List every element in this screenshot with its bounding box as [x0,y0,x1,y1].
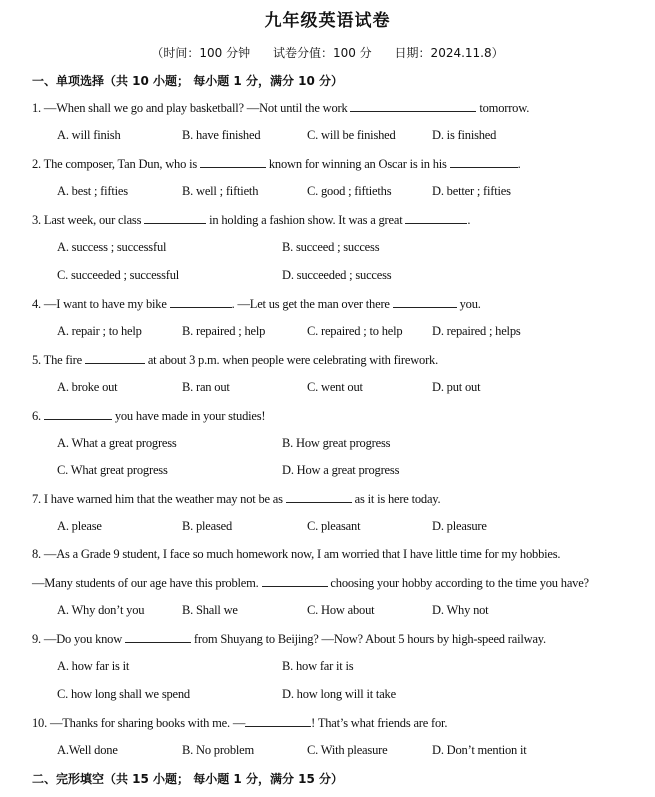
answer-blank [262,575,328,587]
question-10 [32,715,447,731]
question-text: . —Let us get the man over there [231,297,393,311]
option-b: B. succeed ; success [282,240,380,254]
question-text: at about 3 p.m. when people were celebrating with firework. [144,353,439,367]
question-text: —Many students of our age have this problem. [32,576,262,590]
question-text: 10. —Thanks for sharing books with me. — [32,716,246,730]
question-text: you have made in your studies! [111,409,266,423]
option-b: B. how far it is [282,659,354,673]
answer-blank [450,156,518,168]
option-c: C. good ; fiftieths [307,184,392,198]
option-b: B. No problem [182,743,255,757]
question-text: as it is here today. [351,492,441,506]
option-d: D. better ; fifties [432,184,511,198]
question-7 [32,491,440,507]
option-a: A. best ; fifties [57,184,128,198]
option-d: D. repaired ; helps [432,324,521,338]
option-a: A. will finish [57,128,121,142]
option-a: A. how far is it [57,659,130,673]
question-9 [32,631,546,647]
exam-title: 九年级英语试卷 [264,11,391,31]
option-c: C. pleasant [307,519,361,533]
section-heading: 二、完形填空（共 15 小题； 每小题 1 分，满分 15 分） [32,772,343,786]
question-text: . [467,213,471,227]
question-8-reply [32,575,589,591]
option-b: B. ran out [182,380,230,394]
section-heading: 一、单项选择（共 10 小题； 每小题 1 分，满分 10 分） [32,74,343,88]
answer-blank [125,631,191,643]
answer-blank [85,352,145,364]
exam-info: （时间：100 分钟 试卷分值：100 分 日期：2024.11.8） [151,46,504,60]
answer-blank [393,296,457,308]
option-d: D. succeeded ; success [282,268,392,282]
question-text: ! That’s what friends are for. [311,716,448,730]
option-c: C. How about [307,603,375,617]
question-text: choosing your hobby according to the time you have? [327,576,589,590]
option-d: D. put out [432,380,481,394]
question-3 [32,212,470,228]
answer-blank [350,100,476,112]
option-d: D. Don’t mention it [432,743,527,757]
option-a: A. success ; successful [57,240,167,254]
question-text: in holding a fashion show. It was a great [206,213,406,227]
option-b: B. have finished [182,128,261,142]
option-a: A. please [57,519,102,533]
option-a: A. repair ; to help [57,324,142,338]
option-c: C. how long shall we spend [57,687,190,701]
answer-blank [200,156,266,168]
option-a: A.Well done [57,743,118,757]
option-d: D. Why not [432,603,489,617]
question-text: 6. [32,409,44,423]
answer-blank [286,491,352,503]
option-b: B. repaired ; help [182,324,266,338]
question-text: 1. —When shall we go and play basketball? —Not until the work [32,101,351,115]
option-c: C. What great progress [57,463,168,477]
option-b: B. How great progress [282,436,391,450]
question-1 [32,100,529,116]
question-text: 5. The fire [32,353,85,367]
question-text: 2. The composer, Tan Dun, who is [32,157,200,171]
question-text: 3. Last week, our class [32,213,145,227]
question-text: 8. —As a Grade 9 student, I face so much homework now, I am worried that I have little time for my hobbies. [32,547,561,561]
answer-blank [44,408,112,420]
question-text: tomorrow. [476,101,530,115]
answer-blank [144,212,206,224]
option-c: C. went out [307,380,363,394]
question-8 [32,547,560,562]
question-text: known for winning an Oscar is in his [265,157,450,171]
answer-blank [245,715,311,727]
option-c: C. will be finished [307,128,396,142]
option-b: B. Shall we [182,603,238,617]
question-6 [32,408,265,424]
option-c: C. With pleasure [307,743,388,757]
question-text: you. [456,297,481,311]
option-a: A. What a great progress [57,436,177,450]
question-text: 4. —I want to have my bike [32,297,170,311]
answer-blank [405,212,467,224]
question-text: . [517,157,521,171]
option-d: D. How a great progress [282,463,400,477]
question-4 [32,296,481,312]
question-5 [32,352,438,368]
option-b: B. pleased [182,519,233,533]
question-text: 7. I have warned him that the weather may not be as [32,492,286,506]
question-text: 9. —Do you know [32,632,125,646]
option-d: D. pleasure [432,519,487,533]
answer-blank [170,296,232,308]
option-c: C. repaired ; to help [307,324,403,338]
question-text: from Shuyang to Beijing? —Now? About 5 hours by high-speed railway. [190,632,546,646]
option-d: D. how long will it take [282,687,396,701]
option-a: A. broke out [57,380,118,394]
option-b: B. well ; fiftieth [182,184,259,198]
option-a: A. Why don’t you [57,603,145,617]
option-d: D. is finished [432,128,497,142]
question-2 [32,156,521,172]
option-c: C. succeeded ; successful [57,268,180,282]
